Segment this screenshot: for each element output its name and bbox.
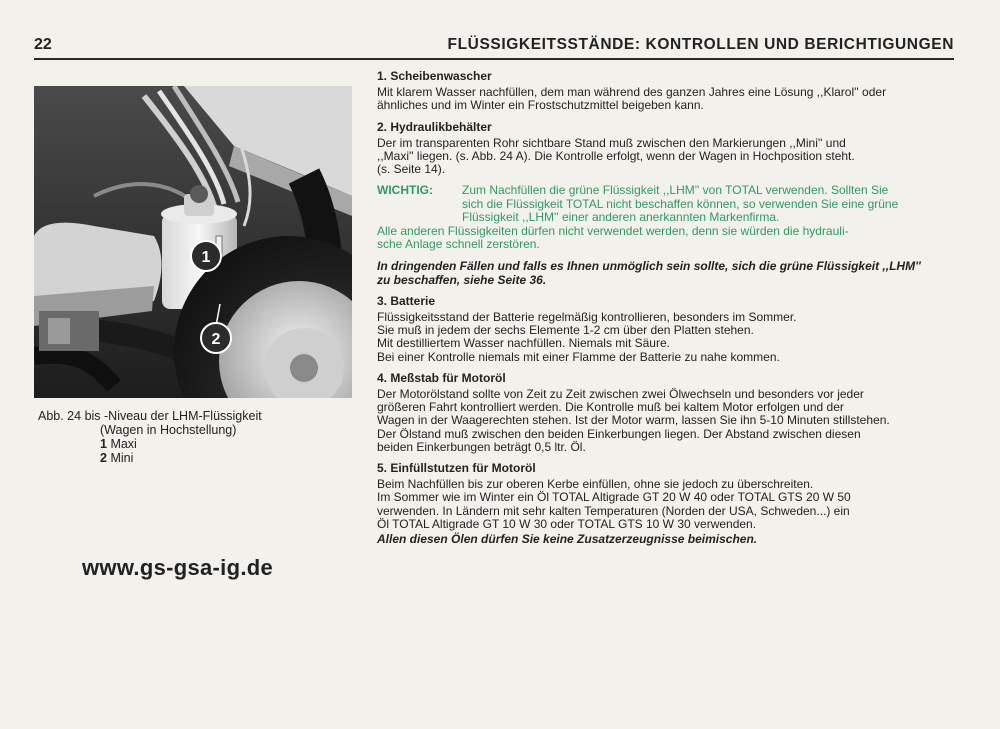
section-title: 5. Einfüllstutzen für Motoröl	[377, 461, 536, 476]
section-text: Der im transparenten Rohr sichtbare Stand muß zwischen den Markierungen ,,Mini'' und ,,Maxi'' liegen. (s. Abb. 24 A). Die Kontrolle erfolgt, wenn der Wagen in Hochposition steht. (s. Seite 14).	[377, 135, 855, 177]
section-scheibenwascher	[377, 70, 957, 113]
engine-bay-photo	[34, 86, 352, 398]
marker-1-label: 1	[201, 249, 211, 266]
caption-line-1: Abb. 24 bis -Niveau der LHM-Flüssigkeit	[38, 409, 262, 423]
marker-2-label: 2	[211, 331, 221, 348]
urgent-note: In dringenden Fällen und falls es Ihnen unmöglich sein sollte, sich die grüne Flüssigkeit ,,LHM'' zu beschaffen, siehe Seite 36.	[377, 259, 921, 287]
main-content	[377, 70, 957, 546]
final-note: Allen diesen Ölen dürfen Sie keine Zusatzerzeugnisse beimischen.	[377, 532, 758, 547]
caption-item-2: 2 Mini	[100, 451, 134, 465]
caption-item-1: 1 Maxi	[100, 437, 137, 451]
page-title: FLÜSSIGKEITSSTÄNDE: KONTROLLEN UND BERICHTIGUNGEN	[447, 36, 954, 53]
section-text: Der Motorölstand sollte von Zeit zu Zeit zwischen zwei Ölwechseln und besonders vor jeder größeren Fahrt kontrolliert werden. Die Kontrolle muß bei kaltem Motor erfolgen und der Wagen in der Waagerechten stehen. Ist der Motor warm, lassen Sie ihn 5-10 Minuten stillstehen. Der Ölstand muß zwischen den beiden Einkerbungen liegen. Der Abstand zwischen diesen beiden Einkerbungen beträgt 0,5 ltr. Öl.	[377, 387, 890, 454]
section-einfuellstutzen	[377, 462, 957, 546]
section-title: 2. Hydraulikbehälter	[377, 119, 492, 134]
section-text: Mit klarem Wasser nachfüllen, dem man während des ganzen Jahres eine Lösung ,,Klarol'' oder ähnliches und im Winter ein Frostschutzmittel beigeben kann.	[377, 85, 887, 113]
wichtig-text: Zum Nachfüllen die grüne Flüssigkeit ,,LHM'' von TOTAL verwenden. Sollten Sie sich die Flüssigkeit TOTAL nicht beschaffen können, so verwenden Sie eine grüne Flüssigkeit ,,LHM'' einer anderen anerkannten Markenfirma.	[462, 183, 899, 224]
caption-line-2: (Wagen in Hochstellung)	[100, 423, 237, 437]
wichtig-warning: Alle anderen Flüssigkeiten dürfen nicht verwendet werden, denn sie würden die hydrauli- sche Anlage schnell zerstören.	[377, 224, 849, 252]
figure-caption	[38, 409, 358, 465]
section-hydraulikbehaelter	[377, 121, 957, 177]
page-number: 22	[34, 36, 52, 53]
wichtig-label: WICHTIG:	[377, 183, 433, 198]
section-title: 3. Batterie	[377, 293, 436, 308]
section-title: 1. Scheibenwascher	[377, 69, 492, 83]
section-text: Beim Nachfüllen bis zur oberen Kerbe einfüllen, ohne sie jedoch zu überschreiten. Im Sommer wie im Winter ein Öl TOTAL Altigrade GT 20 W 40 oder TOTAL GTS 20 W 50 verwenden. In Ländern mit sehr kalten Temperaturen (Norden der USA, Schweden...) ein Öl TOTAL Altigrade GT 10 W 30 oder TOTAL GTS 10 W 30 verwenden.	[377, 477, 851, 531]
section-messstab	[377, 372, 957, 454]
section-batterie	[377, 295, 957, 364]
wichtig-notice	[377, 184, 957, 251]
header-divider	[34, 58, 954, 60]
section-text: Flüssigkeitsstand der Batterie regelmäßig kontrollieren, besonders im Sommer. Sie muß in jedem der sechs Elemente 1-2 cm über den Platten stehen. Mit destilliertem Wasser nachfüllen. Niemals mit Säure. Bei einer Kontrolle niemals mit einer Flamme der Batterie zu nahe kommen.	[377, 310, 797, 364]
section-title: 4. Meßstab für Motoröl	[377, 370, 506, 385]
website-url: www.gs-gsa-ig.de	[82, 555, 274, 580]
